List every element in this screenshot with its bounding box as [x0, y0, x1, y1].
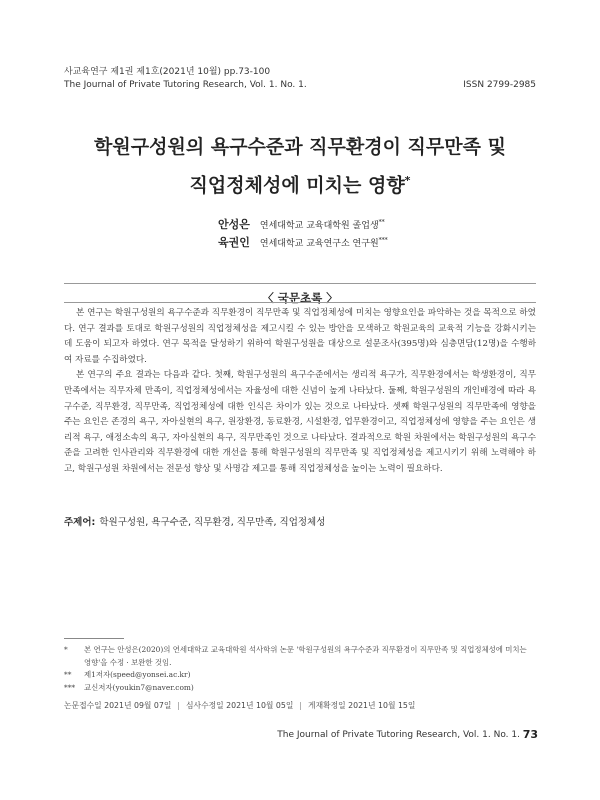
- title-line-2-text: 직업정체성에 미치는 영향: [189, 174, 405, 197]
- journal-issue-info: 사교육연구 제1권 제1호(2021년 10월) pp.73-100: [64, 67, 271, 77]
- footnotes: [64, 644, 536, 694]
- abstract-heading: 〈 국문초록 〉: [262, 291, 338, 305]
- footnote-text: 제1저자(speed@yonsei.ac.kr): [84, 670, 191, 680]
- keywords: [64, 514, 325, 528]
- affiliation-text: 연세대학교 교육연구소 연구원: [259, 239, 379, 249]
- footnote-mark: ***: [64, 682, 76, 692]
- footnote-mark: *: [64, 645, 68, 654]
- author-name: 육권인: [218, 236, 250, 249]
- submission-dates: [64, 700, 415, 711]
- abstract-body: [64, 306, 536, 478]
- issn: ISSN 2799-2985: [463, 80, 536, 90]
- author-2: [218, 233, 388, 249]
- footnote: [64, 644, 536, 669]
- author-affiliation: [260, 239, 388, 249]
- title-line-1: 학원구성원의 욕구수준과 직무환경이 직무만족 및: [94, 136, 506, 158]
- footnote-rule: [64, 638, 124, 639]
- author-footnote-mark: ***: [378, 237, 388, 244]
- author-footnote-mark: **: [378, 219, 385, 226]
- abstract-bottom-rule: [64, 302, 536, 303]
- author-affiliation: [260, 221, 385, 231]
- footer-journal-name: The Journal of Private Tutoring Research, Vol. 1. No. 1.: [277, 730, 520, 740]
- keywords-label: 주제어:: [64, 517, 96, 528]
- title-line-2: [60, 164, 540, 202]
- date-separator: |: [299, 701, 303, 710]
- date-separator: |: [177, 701, 181, 710]
- accepted-date: 게재확정일 2021년 10월 15일: [308, 701, 416, 710]
- journal-name-header: The Journal of Private Tutoring Research, Vol. 1. No. 1.: [64, 80, 307, 90]
- title-footnote-mark: *: [404, 174, 411, 187]
- author-1: [218, 215, 385, 231]
- received-date: 논문접수일 2021년 09월 07일: [64, 701, 172, 710]
- abstract-paragraph-1: 본 연구는 학원구성원의 욕구수준과 직무환경이 직무만족 및 직업정체성에 미치는 영향요인을 파악하는 것을 목적으로 하였다. 연구 결과를 토대로 학원구성원의 직업정체성을 제고시킬 수 있는 방안을 모색하고 학원교육의 교육적 기능을 강화시키는데 도움이 되고자 하였다. 연구 목적을 달성하기 위하여 학원구성원을 대상으로 설문조사(395명)와 심층면담(12명)을 수행하여 자료를 수집하였다.: [64, 308, 536, 365]
- footnote-mark: **: [64, 670, 72, 680]
- page-number: 73: [522, 728, 538, 741]
- keywords-text: 학원구성원, 욕구수준, 직무환경, 직무만족, 직업정체성: [99, 517, 326, 528]
- footnote-text: 교신저자(youkin7@naver.com): [84, 682, 194, 692]
- author-name: 안성은: [218, 218, 250, 231]
- footnote-text: 본 연구는 안성은(2020)의 연세대학교 교육대학원 석사학위 논문 '학원구성원의 욕구수준과 직무환경이 직무만족 및 직업정체성에 미치는 영향'을 수정 · 보완한 것임.: [84, 645, 527, 667]
- footnote: [64, 682, 536, 695]
- abstract-top-rule: [64, 283, 536, 284]
- paper-title: [60, 130, 540, 202]
- revised-date: 심사수정일 2021년 10월 05일: [186, 701, 294, 710]
- abstract-paragraph-2: 본 연구의 주요 결과는 다음과 같다. 첫째, 학원구성원의 욕구수준에서는 생리적 욕구가, 직무환경에서는 학생환경이, 직무만족에서는 직무자체 만족이, 직업정체성에서는 자율성에 대한 신념이 높게 나타났다. 둘째, 학원구성원의 개인배경에 따라 욕구수준, 직무환경, 직무만족, 직업정체성에 대한 인식은 차이가 있는 것으로 나타났다. 셋째 학원구성원의 직무만족에 영향을 주는 요인은 존경의 욕구, 자아실현의 욕구, 원장환경, 동료환경, 시설환경, 업무환경이고, 직업정체성에 영향을 주는 요인은 생리적 욕구, 애정소속의 욕구, 자아실현의 욕구, 직무만족인 것으로 나타났다. 결과적으로 학원 차원에서는 학원구성원의 욕구수준을 고려한 인사관리와 직무환경에 대한 개선을 통해 학원구성원의 직무만족 및 직업정체성을 제고시키기 위해 노력해야 하고, 학원구성원 차원에서는 전문성 향상 및 사명감 제고를 통해 직업정체성을 높이는 노력이 필요하다.: [64, 370, 536, 474]
- affiliation-text: 연세대학교 교육대학원 졸업생: [259, 221, 379, 231]
- footnote: [64, 669, 536, 682]
